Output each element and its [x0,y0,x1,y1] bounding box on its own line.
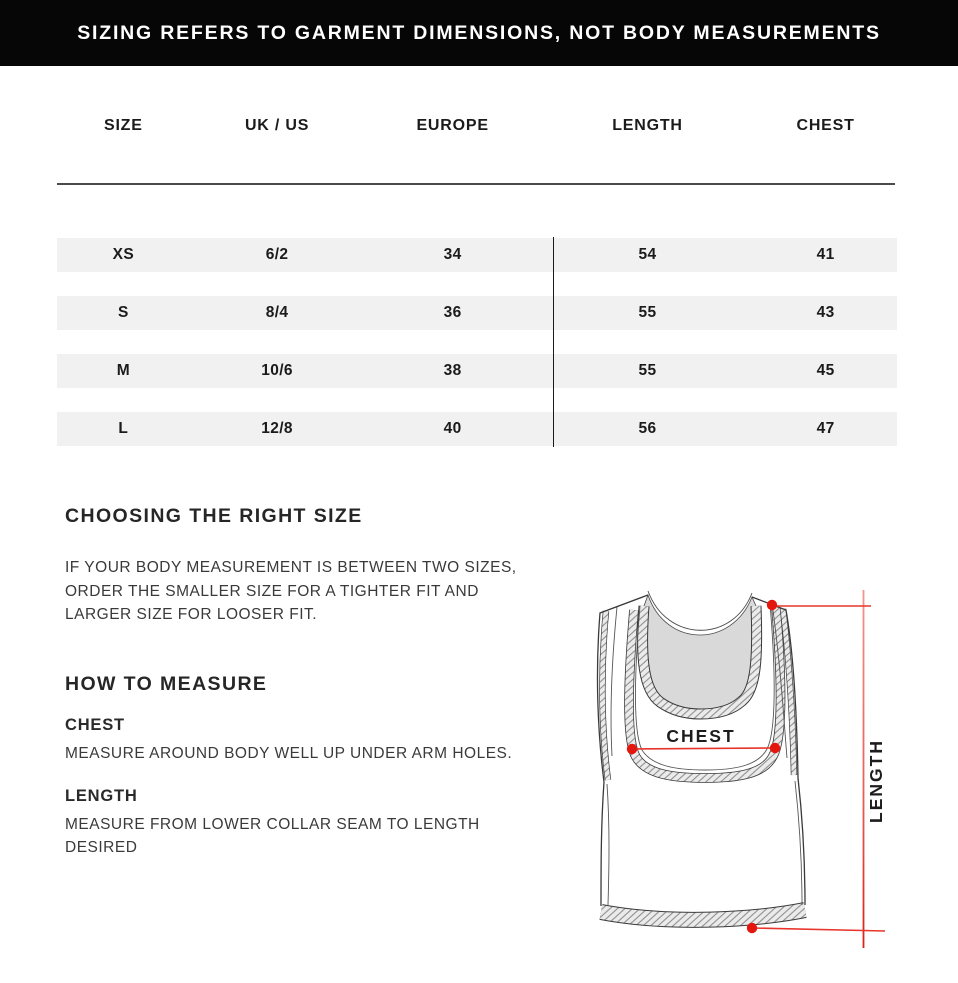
cell-europe: 36 [443,304,462,321]
chest-subheading: CHEST [65,716,125,734]
table-column-divider [553,237,554,447]
chest-right-dot [770,743,780,753]
table-row [57,354,897,388]
table-row [57,238,897,272]
length-subheading: LENGTH [65,787,138,805]
sizing-note-text: SIZING REFERS TO GARMENT DIMENSIONS, NOT BODY MEASUREMENTS [77,21,881,44]
col-header-size: SIZE [103,117,143,134]
length-instruction-line: DESIRED [65,839,138,856]
length-bottom-tick [752,928,885,931]
sizing-note-banner [0,0,958,66]
length-instruction-line: MEASURE FROM LOWER COLLAR SEAM TO LENGTH [65,816,480,833]
shoulder-dot [767,600,777,610]
chest-left-dot [627,744,637,754]
cell-uk-us: 12/8 [261,420,293,437]
cell-length: 56 [638,420,657,437]
cell-length: 55 [638,304,657,321]
table-row [57,296,897,330]
chest-diagram-label: CHEST [666,726,736,746]
cell-chest: 43 [816,304,835,321]
choosing-size-paragraph [65,556,585,627]
col-header-length: LENGTH [612,117,683,134]
size-table-header [57,110,897,142]
table-row [57,412,897,446]
cell-size: M [116,362,131,379]
cell-length: 54 [638,246,657,263]
cell-europe: 40 [443,420,462,437]
paragraph-line: ORDER THE SMALLER SIZE FOR A TIGHTER FIT AND [65,582,479,600]
cell-length: 55 [638,362,657,379]
left-side-fold-line [607,784,609,905]
tank-top-diagram [560,560,958,978]
cell-uk-us: 10/6 [261,362,293,379]
cell-size: L [118,420,129,437]
cell-size: S [117,304,129,321]
right-side-fold-line [795,781,802,905]
paragraph-line: LARGER SIZE FOR LOOSER FIT. [65,606,318,623]
hem-dot [747,923,757,933]
chest-instruction: MEASURE AROUND BODY WELL UP UNDER ARM HOLES. [65,745,513,762]
tank-top-illustration [560,560,958,978]
col-header-europe: EUROPE [416,117,489,134]
chest-measure-line [632,748,775,749]
paragraph-line: IF YOUR BODY MEASUREMENT IS BETWEEN TWO SIZES, [65,559,517,576]
cell-uk-us: 6/2 [265,246,289,263]
cell-europe: 34 [443,246,462,263]
choosing-size-heading: CHOOSING THE RIGHT SIZE [65,505,363,527]
how-to-measure-heading: HOW TO MEASURE [65,673,268,695]
left-strap-seam [611,607,617,756]
col-header-chest: CHEST [796,117,855,134]
cell-chest: 45 [816,362,835,379]
size-table-body [57,238,897,470]
hem-band-rib [601,910,805,920]
cell-size: XS [112,246,135,263]
col-header-uk-us: UK / US [244,117,310,134]
cell-chest: 47 [816,420,835,437]
table-header-rule [57,183,895,185]
cell-uk-us: 8/4 [265,304,289,321]
cell-europe: 38 [443,362,462,379]
cell-chest: 41 [816,246,835,263]
length-diagram-label: LENGTH [866,739,886,823]
